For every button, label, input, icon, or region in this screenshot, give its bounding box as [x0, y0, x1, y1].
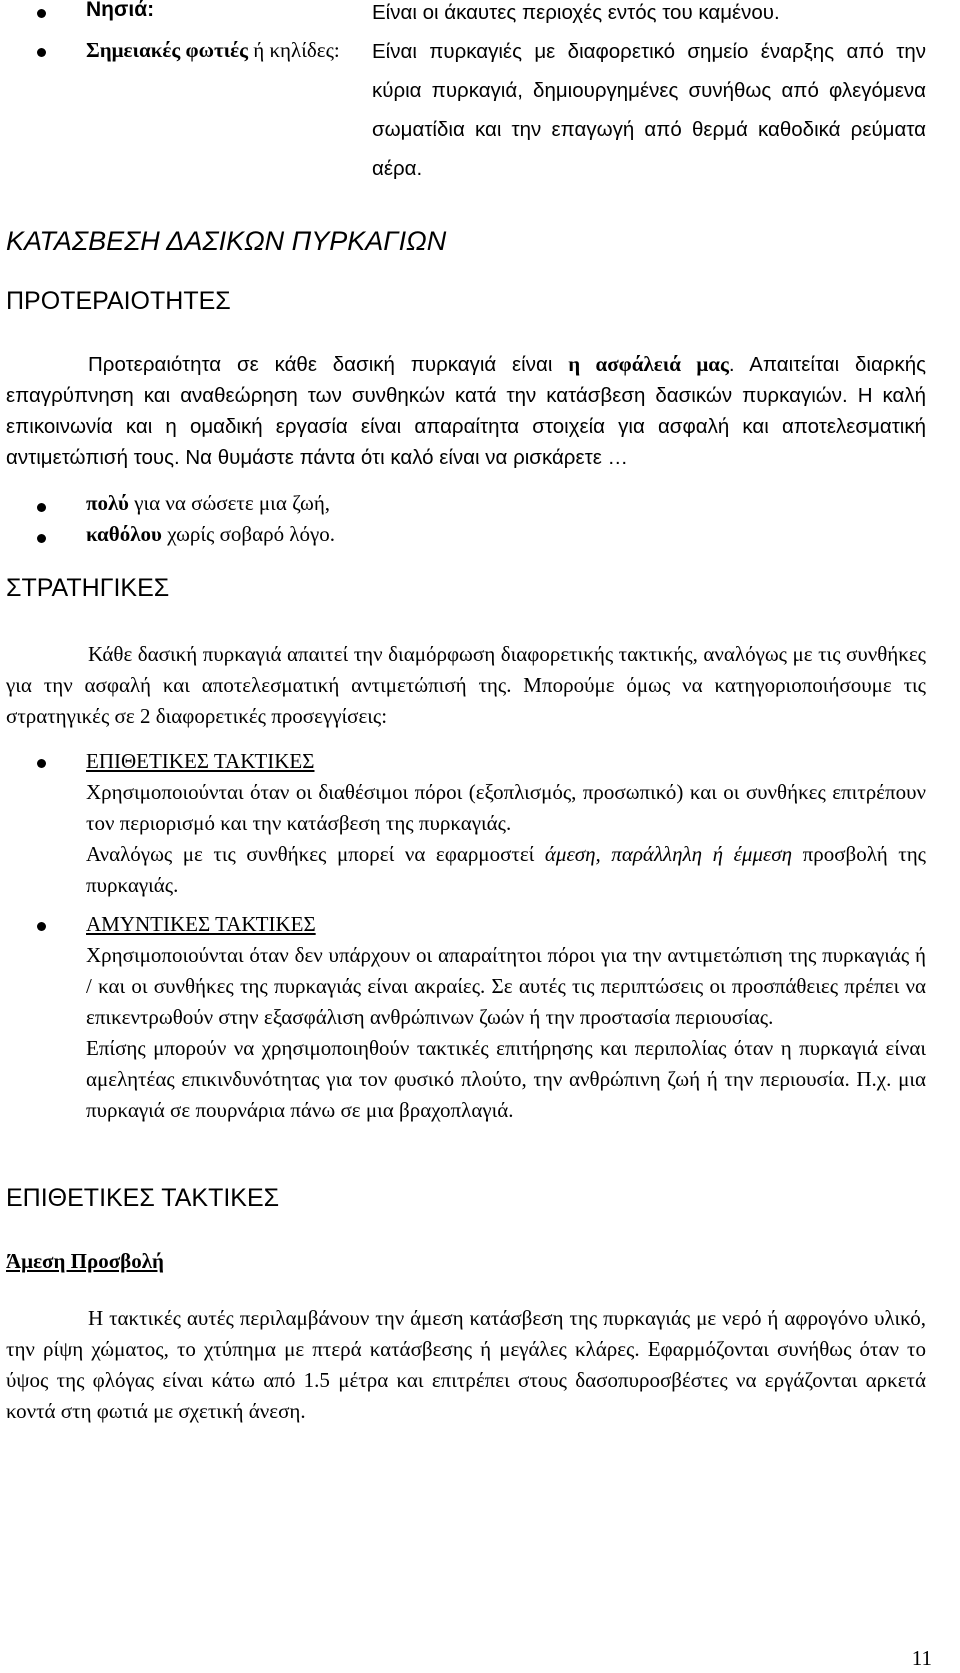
strategies-text: Κάθε δασική πυρκαγιά απαιτεί την διαμόρφωση διαφορετικής τακτικής, αναλόγως με τις συνθήκες για την ασφαλή και αποτελεσματική αντιμετώπισή της. Μπορούμε όμως να κατηγοριοποιήσουμε τις στρατηγικές σε 2 διαφορετικές προσεγγίσεις:: [6, 642, 926, 728]
text-italic: άμεση, παράλληλη ή έμμεση: [544, 842, 793, 866]
list-item-text: για να σώσετε μια ζωή,: [128, 491, 331, 515]
list-item: [86, 491, 330, 516]
text-segment: Αναλόγως με τις συνθήκες μπορεί να εφαρμοστεί: [86, 842, 545, 866]
defensive-tactics-title: ΑΜΥΝΤΙΚΕΣ ΤΑΚΤΙΚΕΣ: [86, 912, 316, 936]
definition-term: Νησιά:: [86, 0, 155, 21]
bullet-icon: [37, 922, 46, 931]
direct-attack-text: Η τακτικές αυτές περιλαμβάνουν την άμεση κατάσβεση της πυρκαγιάς με νερό ή αφρογόνο υλικό, την ρίψη χώματος, το χτύπημα με πτερά κατάσβεσης ή μεγάλες κλάρες. Εφαρμόζονται συνήθως όταν το ύψος της φλόγας είναι κάτω από 1.5 μέτρα και επιτρέπει στους δασοπυροσβέστες να εργάζονται αρκετά κοντά στη φωτιά με σχετική άνεση.: [6, 1306, 926, 1423]
list-item-text: χωρίς σοβαρό λόγο.: [161, 522, 336, 546]
priorities-text-b: . Απαιτείται διαρκής επαγρύπνηση και αναθεώρηση των συνθηκών κατά την κατάσβεση δασικών πυρκαγιών. Η καλή επικοινωνία και η ομαδική εργασία είναι απαραίτητα στοιχεία για ασφαλή και αποτελεσματική αντιμετώπισή τους. Να θυμάστε πάντα ότι καλό είναι να ρισκάρετε …: [6, 353, 926, 469]
main-title: ΚΑΤΑΣΒΕΣΗ ΔΑΣΙΚΩΝ ΠΥΡΚΑΓΙΩΝ: [6, 226, 447, 256]
definition-term: [86, 38, 340, 63]
term-rest: ή κηλίδες:: [247, 38, 340, 62]
bullet-icon: [37, 503, 46, 512]
definition-description: Είναι οι άκαυτες περιοχές εντός του καμένου.: [372, 1, 780, 24]
priorities-bold: η ασφάλειά μας: [568, 352, 729, 376]
definition-description: Είναι πυρκαγιές με διαφορετικό σημείο έναρξης από την κύρια πυρκαγιά, δημιουργημένες συνήθως από φλεγόμενα σωματίδια και την επαγωγή από θερμά καθοδικά ρεύματα αέρα.: [372, 40, 926, 180]
list-item-bold: καθόλου: [86, 522, 162, 546]
bullet-icon: [37, 759, 46, 768]
offensive-tactics-item: [86, 746, 926, 901]
defensive-tactics-text2: Επίσης μπορούν να χρησιμοποιηθούν τακτικές επιτήρησης και περιπολίας όταν η πυρκαγιά είναι αμελητέας επικινδυνότητας για τον φυσικό πλούτο, την ανθρώπινη ζωή ή την περιουσία. Π.χ. μια πυρκαγιά σε πουρνάρια πάνω σε μια βραχοπλαγιά.: [86, 1036, 926, 1122]
text-segment: προσβολή της πυρκαγιάς.: [86, 842, 926, 897]
defensive-tactics-text1: Χρησιμοποιούνται όταν δεν υπάρχουν οι απαραίτητοι πόροι για την αντιμετώπιση της πυρκαγιάς ή / και οι συνθήκες της πυρκαγιάς είναι ακραίες. Σε αυτές τις περιπτώσεις οι προσπάθειες πρέπει να επικεντρωθούν στην εξασφάλιση ανθρώπινων ζωών ή την προστασία περιουσίας.: [86, 943, 926, 1029]
bullet-icon: [37, 48, 46, 57]
term-bold: Σημειακές φωτιές: [86, 38, 248, 62]
offensive-tactics-text2: [86, 839, 926, 901]
strategies-paragraph: [6, 639, 926, 732]
offensive-section-heading: ΕΠΙΘΕΤΙΚΕΣ ΤΑΚΤΙΚΕΣ: [6, 1184, 280, 1212]
offensive-tactics-title: ΕΠΙΘΕΤΙΚΕΣ ΤΑΚΤΙΚΕΣ: [86, 749, 315, 773]
list-item: [86, 522, 335, 547]
strategies-heading: ΣΤΡΑΤΗΓΙΚΕΣ: [6, 574, 170, 602]
direct-attack-paragraph: [6, 1303, 926, 1427]
priorities-heading: ΠΡΟΤΕΡΑΙΟΤΗΤΕΣ: [6, 287, 231, 315]
list-item-bold: πολύ: [86, 491, 129, 515]
bullet-icon: [37, 9, 46, 18]
offensive-tactics-text1: Χρησιμοποιούνται όταν οι διαθέσιμοι πόροι (εξοπλισμός, προσωπικό) και οι συνθήκες επιτρέπουν τον περιορισμό και την κατάσβεση της πυρκαγιάς.: [86, 780, 926, 835]
page-number: 11: [911, 1646, 932, 1670]
bullet-icon: [37, 534, 46, 543]
defensive-tactics-item: [86, 909, 926, 1126]
direct-attack-subheading: Άμεση Προσβολή: [6, 1249, 164, 1273]
priorities-paragraph: [6, 349, 926, 473]
priorities-text-a: Προτεραιότητα σε κάθε δασική πυρκαγιά είναι: [88, 353, 569, 376]
